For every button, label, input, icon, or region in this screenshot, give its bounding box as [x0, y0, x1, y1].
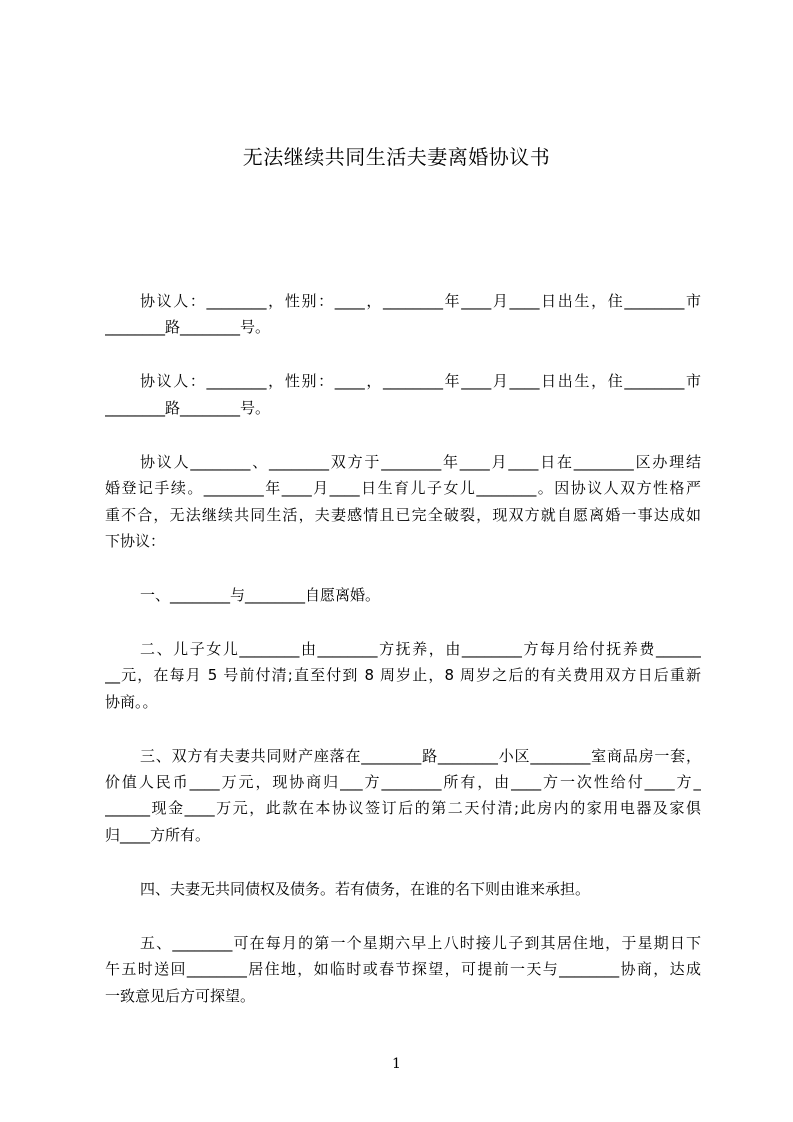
- text-line: 一致意见后方可探望。: [105, 986, 256, 1005]
- text-line: 协议人________、________双方于________年____月____日在________区办理结: [140, 452, 701, 471]
- clause-5: [105, 930, 701, 1009]
- text-line: 午五时送回________居住地，如临时或春节探望，可提前一天与________协商，达成: [105, 960, 701, 979]
- text-line: 二、儿子女儿________由________方抚养，由________方每月给付抚养费______: [140, 639, 701, 658]
- text-line: __元，在每月 5 号前付清;直至付到 8 周岁止，8 周岁之后的有关费用双方日后重新: [105, 666, 701, 685]
- paragraph-party-1: [105, 288, 701, 341]
- clause-4: [105, 876, 701, 902]
- document-title: 无法继续共同生活夫妻离婚协议书: [242, 145, 551, 169]
- clause-1: [105, 582, 701, 608]
- text-line: 五、________可在每月的第一个星期六早上八时接儿子到其居住地，于星期日下: [140, 933, 701, 952]
- paragraph-preamble: [105, 449, 701, 555]
- text-line: 价值人民币____万元，现协商归___方________所有，由____方一次性给付____方_: [105, 773, 701, 792]
- text-line: 婚登记手续。________年____月____日生育儿子女儿________。因协议人双方性格严: [105, 479, 701, 498]
- text-line: 三、双方有夫妻共同财产座落在________路________小区________室商品房一套，: [140, 746, 701, 765]
- text-line: 协商。。: [105, 692, 158, 711]
- paragraph-party-2: [105, 368, 701, 421]
- text-line: ________路________号。: [105, 318, 271, 337]
- text-line: ________路________号。: [105, 398, 271, 417]
- text-line: 重不合，无法继续共同生活，夫妻感情且已完全破裂，现双方就自愿离婚一事达成如: [105, 505, 701, 524]
- text-line: 下协议：: [105, 531, 166, 550]
- document-body: [105, 288, 701, 1037]
- text-line: ______现金____万元，此款在本协议签订后的第二天付清;此房内的家用电器及家俱: [105, 799, 701, 818]
- page-number: 1: [392, 1056, 401, 1072]
- text-line: 归____方所有。: [105, 825, 211, 844]
- text-line: 四、夫妻无共同债权及债务。若有债务，在谁的名下则由谁来承担。: [140, 879, 591, 898]
- clause-2: [105, 636, 701, 715]
- clause-3: [105, 743, 701, 849]
- text-line: 一、________与________自愿离婚。: [140, 585, 381, 604]
- text-line: 协议人：________，性别：____，________年____月____日出生，住________市: [140, 292, 701, 310]
- text-line: 协议人：________，性别：____，________年____月____日出生，住________市: [140, 372, 701, 391]
